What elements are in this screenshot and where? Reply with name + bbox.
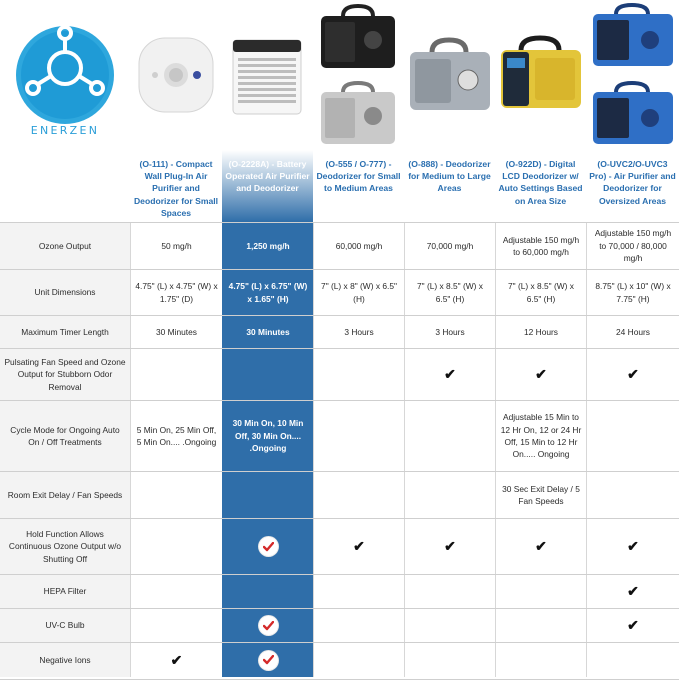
- table-cell: [130, 223, 222, 269]
- product-title: (O-555 / O-777) - Deodorizer for Small to Medium Areas: [316, 159, 401, 194]
- cell-value: 1,250 mg/h: [246, 240, 290, 251]
- table-cell: [586, 349, 679, 400]
- logo-wordmark: ENERZEN: [30, 124, 100, 137]
- feature-label: UV-C Bulb: [0, 609, 130, 642]
- table-row: [0, 400, 679, 471]
- table-cell: [586, 270, 679, 315]
- feature-label: HEPA Filter: [0, 575, 130, 608]
- cell-value: 7" (L) x 8" (W) x 6.5" (H): [321, 281, 397, 304]
- comparison-header: [0, 0, 679, 222]
- feature-label: Cycle Mode for Ongoing Auto On / Off Treatments: [0, 401, 130, 471]
- product-column-o111: [130, 0, 222, 222]
- table-cell: [222, 643, 313, 677]
- cell-value: 7" (L) x 8.5" (W) x 6.5" (H): [417, 281, 483, 304]
- feature-label: Maximum Timer Length: [0, 316, 130, 348]
- grey-ozone-generator-image: [404, 0, 495, 154]
- feature-label: Negative Ions: [0, 643, 130, 677]
- red-checkmark-icon: [259, 651, 278, 670]
- table-cell: [222, 223, 313, 269]
- table-cell: [222, 349, 313, 400]
- table-cell: [404, 643, 495, 677]
- table-cell: [222, 575, 313, 608]
- table-row: [0, 471, 679, 518]
- table-cell: [313, 609, 404, 642]
- table-cell: [586, 401, 679, 471]
- feature-label: Unit Dimensions: [0, 270, 130, 315]
- table-cell: [586, 316, 679, 348]
- cell-value: 4.75" (L) x 4.75" (W) x 1.75" (D): [135, 281, 218, 304]
- table-cell: [313, 575, 404, 608]
- product-column-o2228a: [222, 0, 313, 222]
- table-cell: [404, 349, 495, 400]
- table-row: [0, 608, 679, 642]
- table-cell: [130, 519, 222, 574]
- table-cell: [586, 519, 679, 574]
- blue-uvc-ozone-generators-image: [586, 0, 679, 154]
- table-cell: [404, 316, 495, 348]
- enerzen-logo: [0, 0, 130, 222]
- table-cell: [586, 223, 679, 269]
- cell-value: 30 Min On, 10 Min Off, 30 Min On.... .Ongoing: [232, 418, 304, 454]
- checkmark-icon: ✔: [353, 538, 365, 555]
- white-battery-purifier-image: [222, 0, 313, 154]
- cell-value: 30 Minutes: [246, 326, 290, 337]
- table-cell: [313, 401, 404, 471]
- table-cell: [313, 270, 404, 315]
- cell-value: 70,000 mg/h: [426, 240, 474, 251]
- table-cell: [404, 223, 495, 269]
- product-title: (O-UVC2/O-UVC3 Pro) - Air Purifier and Deodorizer for Oversized Areas: [589, 159, 676, 206]
- product-title: (O-111) - Compact Wall Plug-In Air Purifier and Deodorizer for Small Spaces: [133, 159, 219, 218]
- table-cell: [404, 401, 495, 471]
- table-cell: [313, 472, 404, 518]
- table-cell: [404, 609, 495, 642]
- yellow-lcd-ozone-generator-image: [495, 0, 586, 154]
- cell-value: 50 mg/h: [161, 240, 192, 251]
- feature-label: Hold Function Allows Continuous Ozone Output w/o Shutting Off: [0, 519, 130, 574]
- table-cell: [130, 349, 222, 400]
- cell-value: 24 Hours: [616, 326, 650, 337]
- table-row: [0, 518, 679, 574]
- cell-value: 60,000 mg/h: [335, 240, 383, 251]
- table-cell: [495, 223, 586, 269]
- checkmark-icon: ✔: [535, 538, 547, 555]
- table-cell: [495, 472, 586, 518]
- checkmark-icon: ✔: [170, 651, 183, 668]
- cell-value: 4.75" (L) x 6.75" (W) x 1.65" (H): [228, 281, 308, 304]
- table-cell: [222, 401, 313, 471]
- product-title: (O-922D) - Digital LCD Deodorizer w/ Auto Settings Based on Area Size: [498, 159, 583, 206]
- table-cell: [404, 519, 495, 574]
- table-cell: [222, 472, 313, 518]
- table-row: [0, 269, 679, 315]
- table-cell: [130, 643, 222, 677]
- cell-value: 3 Hours: [435, 326, 465, 337]
- table-cell: [495, 349, 586, 400]
- table-cell: [130, 270, 222, 315]
- feature-label: Ozone Output: [0, 223, 130, 269]
- product-column-o888: [404, 0, 495, 222]
- table-cell: [404, 575, 495, 608]
- cell-value: Adjustable 150 mg/h to 70,000 / 80,000 mg/h: [594, 228, 672, 264]
- table-cell: [495, 401, 586, 471]
- cell-value: 8.75" (L) x 10" (W) x 7.75" (H): [595, 281, 671, 304]
- product-title: (O-2228A) - Battery Operated Air Purifier and Deodorizer: [225, 159, 310, 194]
- table-cell: [222, 270, 313, 315]
- cell-value: 3 Hours: [344, 326, 374, 337]
- table-row: [0, 222, 679, 269]
- table-cell: [130, 316, 222, 348]
- red-checkmark-icon: [259, 537, 278, 556]
- checkmark-icon: ✔: [535, 366, 547, 383]
- table-cell: [222, 316, 313, 348]
- checkmark-icon: ✔: [627, 617, 639, 634]
- product-column-o555-o777: [313, 0, 404, 222]
- table-cell: [313, 643, 404, 677]
- cell-value: 5 Min On, 25 Min Off, 5 Min On.... .Ongoing: [136, 424, 217, 447]
- cell-value: Adjustable 15 Min to 12 Hr On, 12 or 24 Hr Off, 15 Min to 12 Hr On..... Ongoing: [500, 412, 582, 460]
- checkmark-icon: ✔: [627, 583, 639, 600]
- table-cell: [495, 575, 586, 608]
- cell-value: Adjustable 150 mg/h to 60,000 mg/h: [502, 234, 580, 257]
- red-checkmark-icon: [259, 616, 278, 635]
- table-cell: [495, 316, 586, 348]
- product-column-o922d: [495, 0, 586, 222]
- checkmark-icon: ✔: [627, 538, 639, 555]
- cell-value: 30 Sec Exit Delay / 5 Fan Speeds: [502, 483, 580, 506]
- checkmark-icon: ✔: [627, 366, 639, 383]
- table-cell: [586, 609, 679, 642]
- checkmark-icon: ✔: [444, 366, 456, 383]
- table-row: [0, 642, 679, 677]
- product-column-ouvc: [586, 0, 679, 222]
- table-cell: [586, 472, 679, 518]
- table-cell: [313, 349, 404, 400]
- feature-label: Pulsating Fan Speed and Ozone Output for Stubborn Odor Removal: [0, 349, 130, 400]
- white-plugin-purifier-image: [130, 0, 222, 154]
- table-cell: [404, 472, 495, 518]
- cell-value: 30 Minutes: [156, 326, 197, 337]
- table-row: [0, 574, 679, 608]
- table-cell: [313, 223, 404, 269]
- cell-value: 12 Hours: [524, 326, 558, 337]
- table-cell: [130, 401, 222, 471]
- cell-value: 7" (L) x 8.5" (W) x 6.5" (H): [508, 281, 574, 304]
- feature-label: Room Exit Delay / Fan Speeds: [0, 472, 130, 518]
- table-cell: [130, 575, 222, 608]
- table-cell: [130, 609, 222, 642]
- table-cell: [130, 472, 222, 518]
- table-cell: [495, 519, 586, 574]
- table-cell: [313, 316, 404, 348]
- table-cell: [586, 643, 679, 677]
- table-cell: [495, 609, 586, 642]
- table-row: [0, 315, 679, 348]
- table-cell: [495, 270, 586, 315]
- table-cell: [222, 519, 313, 574]
- product-title: (O-888) - Deodorizer for Medium to Large Areas: [408, 159, 491, 194]
- table-row: [0, 348, 679, 400]
- table-cell: [586, 575, 679, 608]
- table-cell: [222, 609, 313, 642]
- table-cell: [495, 643, 586, 677]
- table-cell: [404, 270, 495, 315]
- table-cell: [313, 519, 404, 574]
- black-and-silver-ozone-generators-image: [313, 0, 404, 154]
- checkmark-icon: ✔: [444, 538, 456, 555]
